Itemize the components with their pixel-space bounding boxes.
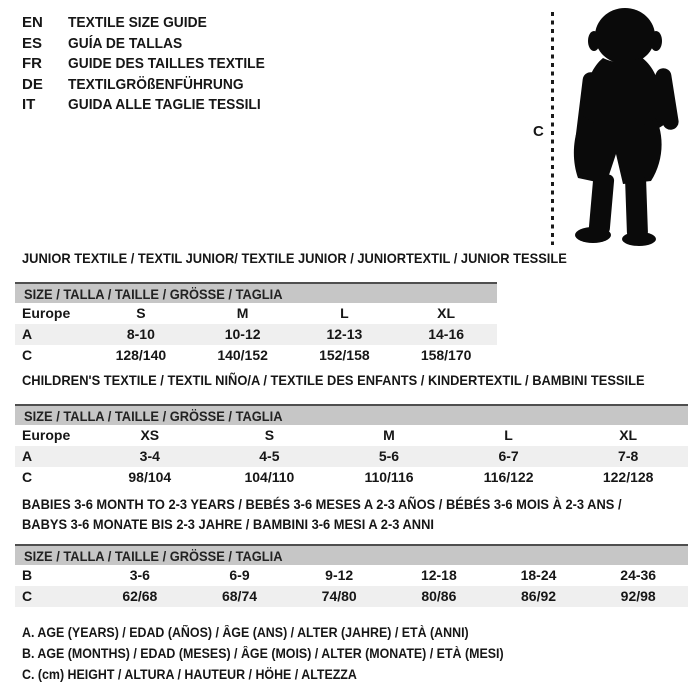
- table-cell: 62/68: [122, 588, 158, 604]
- language-title: GUÍA DE TALLAS: [68, 34, 183, 52]
- row-label: B: [22, 567, 33, 583]
- table-cell: 12-18: [420, 567, 457, 583]
- table-cell: M: [236, 305, 249, 321]
- height-measure-label: C: [533, 122, 544, 140]
- table-row: [15, 467, 688, 488]
- row-label: Europe: [22, 305, 71, 321]
- language-title: TEXTILE SIZE GUIDE: [68, 14, 207, 31]
- table-cell: 3-6: [129, 567, 150, 583]
- table-cell: 4-5: [259, 448, 280, 464]
- section-title: BABIES 3-6 MONTH TO 2-3 YEARS / BEBÉS 3-6 MESES A 2-3 AÑOS / BÉBÉS 3-6 MOIS À 2-3 ANS / BABYS 3-6 MONATE BIS 2-3 JAHRE / BAMBINI 3-6 MESI A 2-3 ANNI: [22, 496, 622, 532]
- table-row: [15, 565, 688, 586]
- table-cell: M: [383, 427, 395, 443]
- table-cell: 86/92: [521, 588, 557, 604]
- table-cell: 74/80: [321, 588, 357, 604]
- row-label: C: [22, 588, 33, 604]
- table-cell: 152/158: [319, 347, 370, 363]
- table-cell: XS: [140, 427, 160, 443]
- table-cell: 5-6: [378, 448, 400, 464]
- table-size-header: SIZE / TALLA / TAILLE / GRÖSSE / TAGLIA: [15, 282, 497, 303]
- language-row-it: [22, 95, 282, 116]
- table-cell: 122/128: [602, 469, 654, 485]
- table-cell: S: [136, 305, 146, 321]
- table-size-header: SIZE / TALLA / TAILLE / GRÖSSE / TAGLIA: [15, 544, 688, 565]
- table-row: [15, 345, 497, 366]
- baby-silhouette-icon: [563, 6, 695, 246]
- table-cell: 116/122: [483, 469, 534, 485]
- language-code: IT: [22, 96, 36, 114]
- childrens-textile-section: [15, 372, 688, 488]
- junior-textile-section: [15, 250, 567, 366]
- table-cell: 18-24: [520, 567, 557, 583]
- junior-textile-table: [15, 282, 497, 366]
- language-row-fr: [22, 54, 282, 75]
- table-cell: S: [264, 427, 275, 443]
- table-cell: 24-36: [620, 567, 657, 583]
- language-code: DE: [22, 75, 43, 93]
- footnote-a: A. AGE (YEARS) / EDAD (AÑOS) / ÂGE (ANS) / ALTER (JAHRE) / ETÀ (ANNI): [22, 625, 469, 640]
- table-row: [15, 324, 497, 345]
- table-cell: 140/152: [217, 347, 268, 363]
- height-measure-line: [551, 12, 554, 245]
- table-size-header: SIZE / TALLA / TAILLE / GRÖSSE / TAGLIA: [15, 404, 688, 425]
- row-label: C: [22, 469, 33, 485]
- table-cell: L: [504, 427, 513, 443]
- table-cell: 7-8: [618, 448, 639, 464]
- language-row-es: [22, 34, 282, 55]
- footnote-c: C. (cm) HEIGHT / ALTURA / HAUTEUR / HÖHE / ALTEZZA: [22, 667, 357, 682]
- table-cell: 12-13: [326, 326, 363, 342]
- language-code: FR: [22, 55, 42, 73]
- table-row: [15, 303, 497, 324]
- language-title-list: [22, 13, 282, 116]
- row-label: A: [22, 326, 33, 342]
- table-row: [15, 446, 688, 467]
- table-cell: 6-7: [498, 448, 519, 464]
- table-cell: 92/98: [620, 588, 656, 604]
- table-cell: 80/86: [421, 588, 457, 604]
- table-cell: XL: [437, 305, 456, 321]
- language-row-de: [22, 75, 282, 96]
- table-cell: 158/170: [420, 347, 472, 363]
- childrens-textile-table: [15, 404, 688, 488]
- language-title: GUIDE DES TAILLES TEXTILE: [68, 55, 265, 73]
- babies-textile-section: [15, 494, 688, 607]
- table-cell: 6-9: [229, 567, 250, 583]
- footnotes: [22, 622, 545, 685]
- table-cell: 104/110: [244, 469, 295, 485]
- table-cell: L: [340, 305, 349, 321]
- language-code: ES: [22, 34, 43, 52]
- table-cell: 10-12: [224, 326, 261, 342]
- babies-textile-table: [15, 544, 688, 607]
- footnote-b: B. AGE (MONTHS) / EDAD (MESES) / ÂGE (MOIS) / ALTER (MONATE) / ETÀ (MESI): [22, 646, 504, 661]
- table-cell: 9-12: [325, 567, 354, 583]
- table-cell: 110/116: [364, 469, 414, 485]
- language-title: GUIDA ALLE TAGLIE TESSILI: [68, 96, 261, 114]
- table-cell: 68/74: [221, 588, 258, 604]
- row-label: A: [22, 448, 33, 464]
- row-label: C: [22, 347, 33, 363]
- table-cell: 128/140: [115, 347, 167, 363]
- table-cell: 98/104: [128, 469, 172, 485]
- table-row: [15, 425, 688, 446]
- table-cell: 3-4: [139, 448, 160, 464]
- section-title: JUNIOR TEXTILE / TEXTIL JUNIOR/ TEXTILE JUNIOR / JUNIORTEXTIL / JUNIOR TESSILE: [22, 250, 567, 266]
- table-cell: 14-16: [428, 326, 465, 342]
- table-row: [15, 586, 688, 607]
- language-title: TEXTILGRÖßENFÜHRUNG: [68, 75, 244, 93]
- language-code: EN: [22, 14, 43, 31]
- table-cell: 8-10: [126, 326, 155, 342]
- table-cell: XL: [619, 427, 638, 443]
- baby-height-figure: [533, 6, 695, 248]
- section-title: CHILDREN'S TEXTILE / TEXTIL NIÑO/A / TEXTILE DES ENFANTS / KINDERTEXTIL / BAMBINI TESSILE: [22, 372, 645, 388]
- row-label: Europe: [22, 427, 71, 443]
- language-row-en: [22, 13, 282, 34]
